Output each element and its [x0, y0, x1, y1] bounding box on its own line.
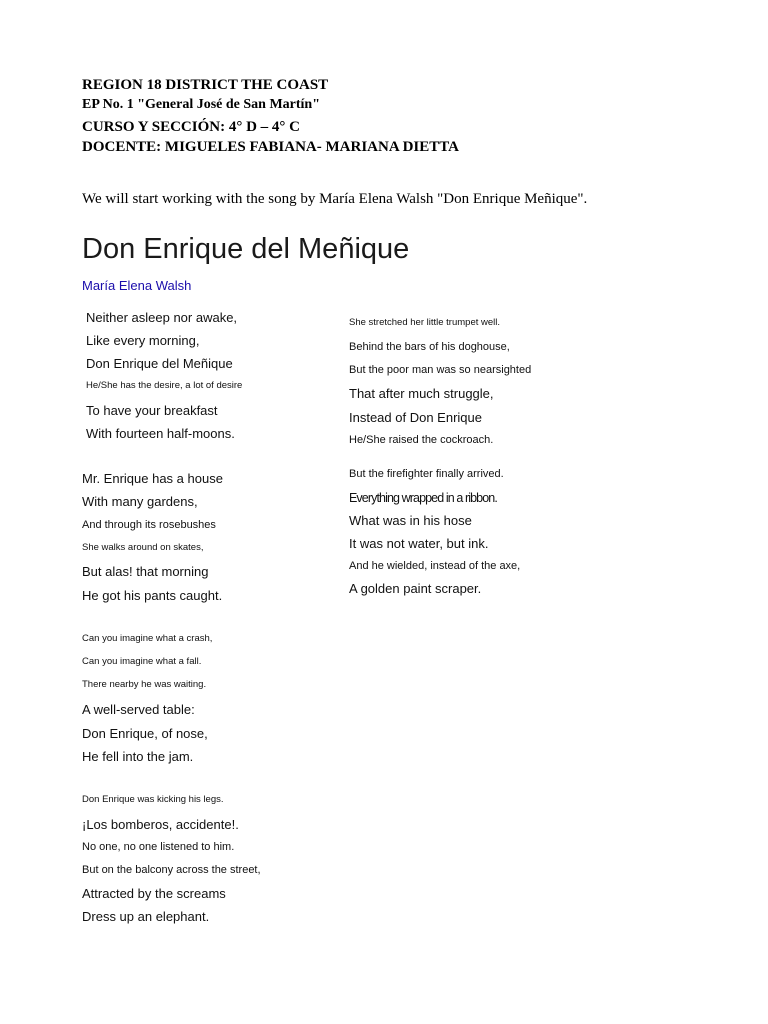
- intro-text: We will start working with the song by María Elena Walsh "Don Enrique Meñique".: [82, 191, 588, 207]
- lyric-line: He/She raised the cockroach.: [349, 434, 494, 446]
- lyric-line: He got his pants caught.: [82, 588, 223, 603]
- lyric-line: She stretched her little trumpet well.: [349, 317, 501, 328]
- lyric-line: But on the balcony across the street,: [82, 864, 261, 876]
- song-title: Don Enrique del Meñique: [82, 233, 410, 265]
- header-teachers: DOCENTE: MIGUELES FABIANA- MARIANA DIETTA: [82, 139, 459, 155]
- lyric-line: He/She has the desire, a lot of desire: [86, 380, 243, 391]
- lyric-line: It was not water, but ink.: [349, 536, 489, 551]
- lyric-line: To have your breakfast: [86, 403, 218, 418]
- lyric-line: But the firefighter finally arrived.: [349, 468, 504, 480]
- lyric-line: ¡Los bomberos, accidente!.: [82, 817, 239, 832]
- lyric-line: Everything wrapped in a ribbon.: [349, 491, 497, 505]
- lyric-line: Don Enrique, of nose,: [82, 726, 208, 741]
- header-school: EP No. 1 "General José de San Martín": [82, 97, 320, 112]
- header-region: REGION 18 DISTRICT THE COAST: [82, 77, 329, 93]
- lyric-line: He fell into the jam.: [82, 749, 194, 764]
- lyric-line: Like every morning,: [86, 333, 200, 348]
- lyric-line: With many gardens,: [82, 494, 198, 509]
- lyric-line: Can you imagine what a fall.: [82, 656, 202, 667]
- lyric-line: Dress up an elephant.: [82, 909, 210, 924]
- lyric-line: Behind the bars of his doghouse,: [349, 341, 510, 353]
- lyric-line: And he wielded, instead of the axe,: [349, 560, 521, 572]
- lyric-line: Mr. Enrique has a house: [82, 471, 223, 486]
- header-course-section: CURSO Y SECCIÓN: 4° D – 4° C: [82, 119, 300, 135]
- lyric-line: A golden paint scraper.: [349, 581, 482, 596]
- lyric-line: With fourteen half-moons.: [86, 426, 235, 441]
- lyric-line: Instead of Don Enrique: [349, 410, 482, 425]
- lyric-line: There nearby he was waiting.: [82, 679, 207, 690]
- lyric-line: A well-served table:: [82, 702, 195, 717]
- lyric-line: Neither asleep nor awake,: [86, 310, 238, 325]
- song-author-link[interactable]: María Elena Walsh: [82, 278, 192, 293]
- lyric-line: What was in his hose: [349, 513, 472, 528]
- lyric-line: That after much struggle,: [349, 386, 494, 401]
- lyric-line: But the poor man was so nearsighted: [349, 364, 532, 376]
- lyric-line: But alas! that morning: [82, 564, 209, 579]
- lyric-line: And through its rosebushes: [82, 519, 216, 531]
- lyric-line: She walks around on skates,: [82, 542, 204, 553]
- lyric-line: Don Enrique del Meñique: [86, 356, 233, 371]
- lyric-line: Attracted by the screams: [82, 886, 226, 901]
- lyric-line: Don Enrique was kicking his legs.: [82, 794, 224, 805]
- lyric-line: No one, no one listened to him.: [82, 841, 235, 853]
- lyric-line: Can you imagine what a crash,: [82, 633, 213, 644]
